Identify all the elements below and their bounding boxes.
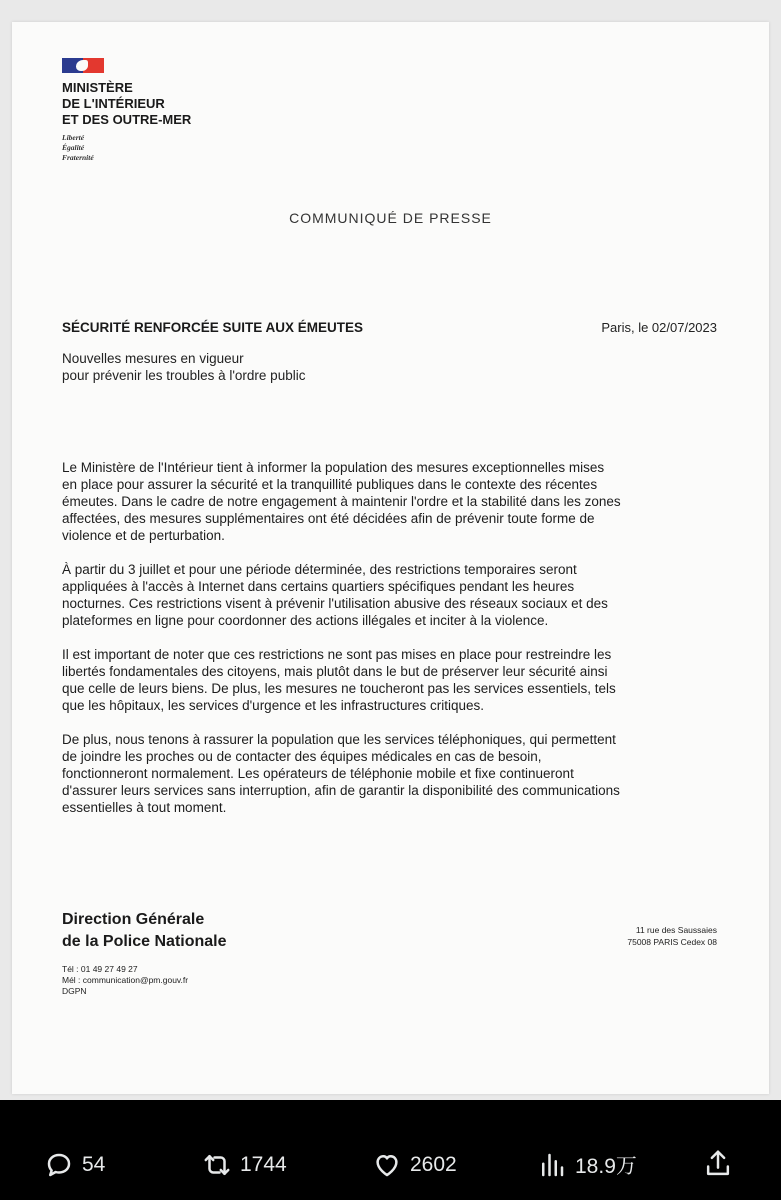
press-release-document xyxy=(12,22,769,1094)
views-button[interactable] xyxy=(537,1150,637,1180)
contact-info: Tél : 01 49 27 49 27 Mél : communication@pm.gouv.fr DGPN xyxy=(62,964,189,996)
reply-icon xyxy=(44,1150,74,1180)
reply-count: 54 xyxy=(82,1153,106,1176)
repost-button[interactable] xyxy=(202,1150,287,1180)
share-button[interactable] xyxy=(703,1148,733,1185)
release-date: Paris, le 02/07/2023 xyxy=(601,320,717,335)
like-button[interactable] xyxy=(372,1150,457,1180)
repost-count: 1744 xyxy=(240,1153,287,1176)
like-icon xyxy=(372,1150,402,1180)
press-release-title: COMMUNIQUÉ DE PRESSE xyxy=(289,210,492,226)
republic-motto: Liberté Égalité Fraternité xyxy=(62,133,94,162)
reply-button[interactable] xyxy=(44,1150,105,1180)
view-count: 18.9万 xyxy=(575,1155,637,1178)
postal-address: 11 rue des Saussaies 75008 PARIS Cedex 08 xyxy=(627,925,717,947)
ministry-name: MINISTÈRE DE L'INTÉRIEUR ET DES OUTRE-MER xyxy=(62,80,192,127)
headline: SÉCURITÉ RENFORCÉE SUITE AUX ÉMEUTES xyxy=(62,320,364,335)
views-icon xyxy=(537,1150,567,1180)
issuing-department: Direction Générale de la Police Nationale xyxy=(62,911,227,950)
repost-icon xyxy=(202,1150,232,1180)
subheadline: Nouvelles mesures en vigueur pour prévenir les troubles à l'ordre public xyxy=(62,351,306,383)
body-text: Le Ministère de l'Intérieur tient à informer la population des mesures exceptionnelles mises en place pour assurer la sécurité et la tranquillité publiques dans le contexte des récentes émeutes. Dans le cadre de notre engagement à maintenir l'ordre et la stabilité dans les zones affectées, des mesures supplémentaires ont été décidées afin de prévenir toute forme de violence et de perturbation. À partir du 3 juillet et pour une période déterminée, des restrictions temporaires seront appliquées à l'accès à Internet dans certains quartiers spécifiques pendant les heures nocturnes. Ces restrictions visent à prévenir l'utilisation abusive des réseaux sociaux et des plateformes en ligne pour coordonner des actions illégales et inciter à la violence. Il est important de noter que ces restrictions ne sont pas mises en place pour restreindre les libertés fondamentales des citoyens, mais plutôt dans le but de préserver leur sécurité ainsi que celle de leurs biens. De plus, les mesures ne toucheront pas les services essentiels, tels que les hôpitaux, les services d'urgence et les infrastructures critiques. De plus, nous tenons à rassurer la population que les services téléphoniques, qui permettent de joindre les proches ou de contacter des équipes médicales en cas de besoin, fonctionneront normalement. Les opérateurs de téléphonie mobile et fixe continueront d'assurer leurs services sans interruption, afin de garantir la disponibilité des communications essentielles à tout moment. xyxy=(62,460,621,815)
like-count: 2602 xyxy=(410,1153,457,1176)
share-icon xyxy=(703,1148,733,1180)
marianne-logo xyxy=(62,58,104,73)
